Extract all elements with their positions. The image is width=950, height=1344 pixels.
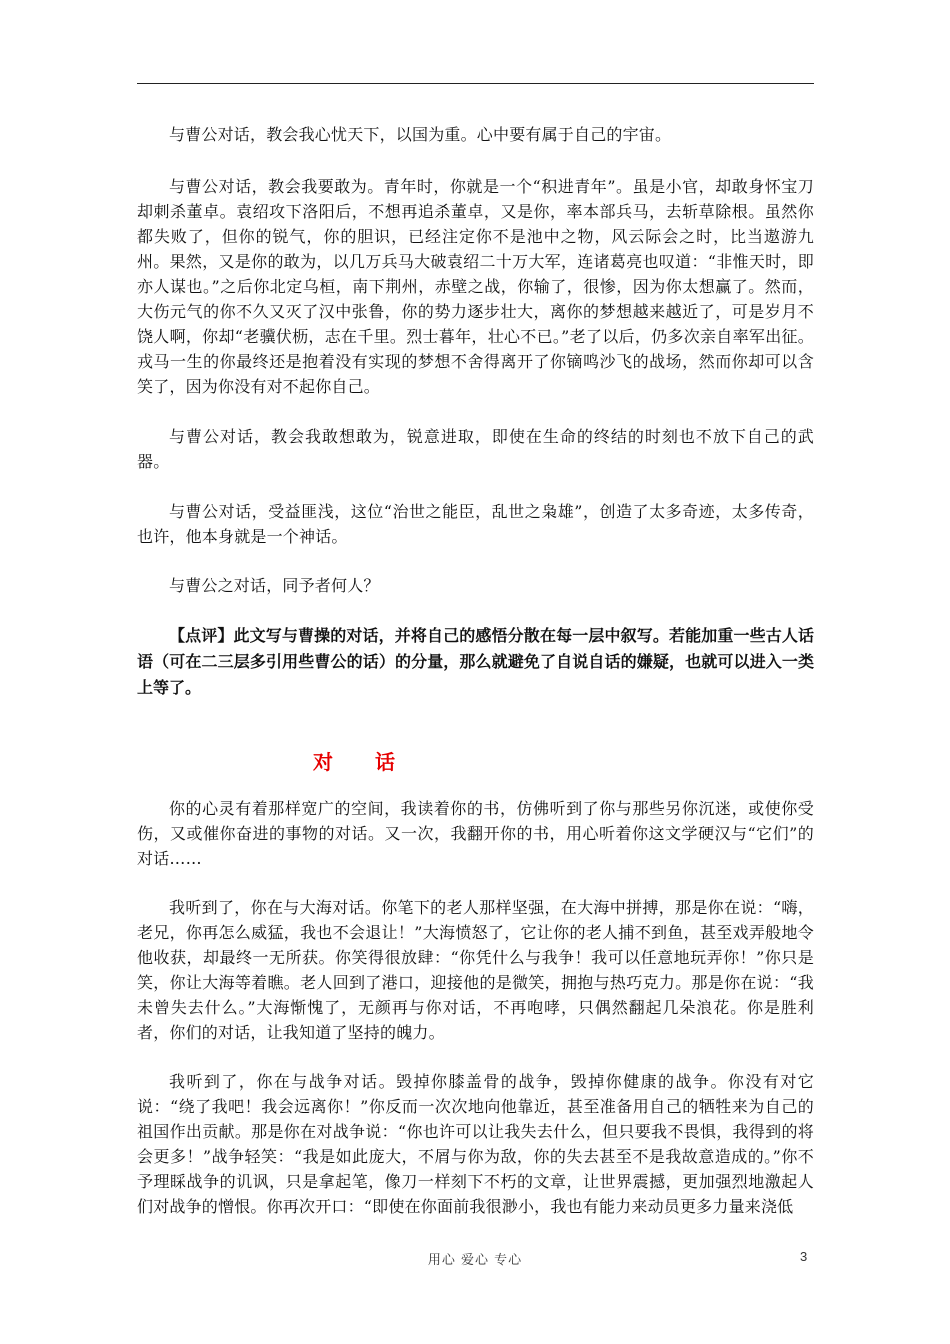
paragraph: 我听到了，你在与战争对话。毁掉你膝盖骨的战争，毁掉你健康的战争。你没有对它说：“绕了我吧！我会远离你！”你反而一次次地向他靠近，甚至准备用自己的牺牲来为自己的祖国作出贡献。那是你在对战争说：“你也许可以让我失去什么，但只要我不畏惧，我得到的将会更多！”战争轻笑：“我是如此庞大，不屑与你为敌，你的失去甚至不是我故意造成的。”你不予理睬战争的讥讽，只是拿起笔，像刀一样刻下不朽的文章，让世界震撼，更加强烈地激起人们对战争的憎恨。你再次开口：“即使在你面前我很渺小，我也有能力来动员更多力量来浇低 [137,1072,814,1216]
page-footer: 用心 爱心 专心 [427,1253,523,1268]
top-section [137,122,814,701]
paragraph: 与曹公对话，教会我敢想敢为，锐意进取，即使在生命的终结的时刻也不放下自己的武器。 [137,427,814,471]
essay-title: 对话 [313,750,437,774]
page-number: 3 [800,1249,808,1264]
paragraph: 与曹公对话，教会我心忧天下，以国为重。心中要有属于自己的宇宙。 [169,125,672,144]
essay-section [137,796,814,1219]
paragraph: 与曹公之对话，同予者何人？ [169,576,380,595]
teacher-comment: 【点评】此文写与曹操的对话，并将自己的感悟分散在每一层中叙写。若能加重一些古人话语（可在二三层多引用些曹公的话）的分量，那么就避免了自说自话的嫌疑，也就可以进入一类上等了。 [137,626,814,697]
paragraph: 我听到了，你在与大海对话。你笔下的老人那样坚强，在大海中拼搏，那是你在说：“嗨，老兄，你再怎么威猛，我也不会退让！”大海愤怒了，它让你的老人捕不到鱼，甚至戏弄般地令他收获，却最终一无所获。你笑得很放肆：“你凭什么与我争！我可以任意地玩弄你！”你只是笑，你让大海等着瞧。老人回到了港口，迎接他的是微笑，拥抱与热巧克力。那是你在说：“我未曾失去什么。”大海惭愧了，无颜再与你对话，不再咆哮，只偶然翻起几朵浪花。你是胜利者，你们的对话，让我知道了坚持的魄力。 [137,898,814,1042]
paragraph: 与曹公对话，受益匪浅，这位“治世之能臣，乱世之枭雄”，创造了太多奇迹，太多传奇，也许，他本身就是一个神话。 [137,502,814,546]
paragraph: 你的心灵有着那样宽广的空间，我读着你的书，仿佛听到了你与那些另你沉迷，或使你受伤，又或催你奋进的事物的对话。又一次，我翻开你的书，用心听着你这文学硬汉与“它们”的对话…… [137,799,814,868]
header-rule [137,83,814,84]
paragraph: 与曹公对话，教会我要敢为。青年时，你就是一个“积进青年”。虽是小官，却敢身怀宝刀却刺杀董卓。袁绍攻下洛阳后，不想再追杀董卓，又是你，率本部兵马，去斩草除根。虽然你都失败了，但你的锐气，你的胆识，已经注定你不是池中之物，风云际会之时，比当遨游九州。果然，又是你的敢为，以几万兵马大破袁绍二十万大军，连诸葛亮也叹道：“非惟天时，即亦人谋也。”之后你北定乌桓，南下荆州，赤壁之战，你输了，很惨，因为你太想赢了。然而，大伤元气的你不久又灭了汉中张鲁，你的势力逐步壮大，离你的梦想越来越近了，可是岁月不饶人啊，你却“老骥伏枥，志在千里。烈士暮年，壮心不已。”老了以后，仍多次亲自率军出征。戎马一生的你最终还是抱着没有实现的梦想不舍得离开了你镝鸣沙飞的战场，然而你却可以含笑了，因为你没有对不起你自己。 [137,177,814,396]
